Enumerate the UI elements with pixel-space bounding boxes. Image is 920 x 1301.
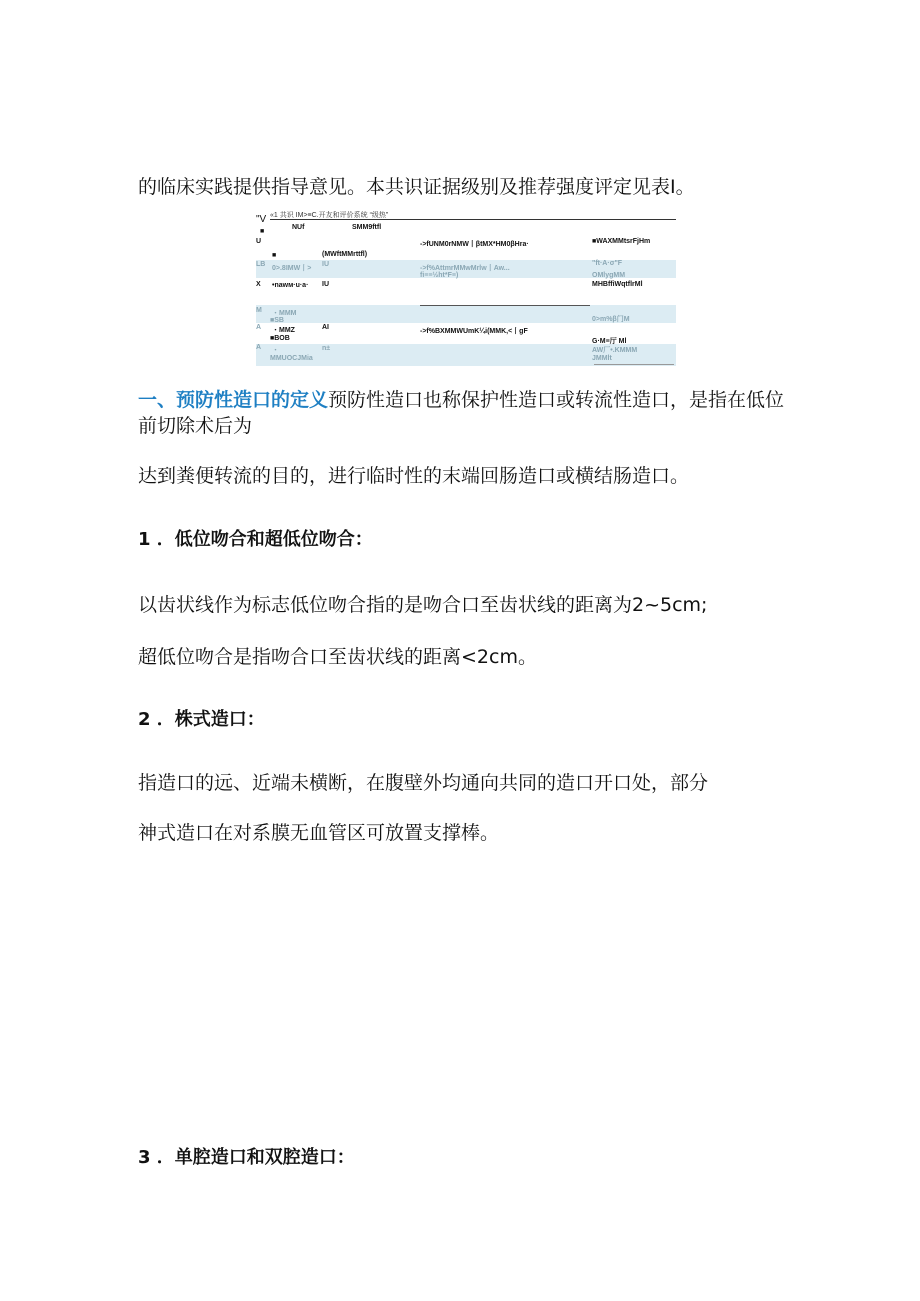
- table-cell: JMMlt: [592, 355, 612, 362]
- intro-paragraph: 的临床实践提供指导意见。本共识证据级别及推荐强度评定见表I。: [138, 176, 695, 198]
- table-cell: G·M≡厅 Ml: [592, 338, 627, 345]
- table-cell: ->f%AttmrMMwMrlw丨Aw...: [420, 265, 510, 272]
- table-cell: ■SB: [270, 317, 284, 324]
- table-end-rule: [594, 364, 674, 365]
- table-cell: AI: [322, 324, 329, 331]
- table-cell: IU: [322, 261, 329, 268]
- table-cell: •nawм·u·a·: [272, 282, 309, 289]
- section-1-text-2: 达到粪便转流的目的，进行临时性的末端回肠造口或横结肠造口。: [138, 465, 690, 487]
- table-cell: ・: [272, 347, 279, 354]
- evidence-table-image: [256, 210, 676, 370]
- section-1-title: 一、预防性造口的定义: [138, 389, 329, 411]
- section-1-paragraph: [138, 387, 788, 439]
- heading-2: 2 ．株式造口：: [138, 709, 265, 730]
- table-cell: A: [256, 344, 262, 351]
- table-header-2: SMM9ftfl: [352, 224, 382, 231]
- table-cell: LB: [256, 261, 266, 268]
- table-top-rule: [270, 219, 676, 220]
- table-cell: U: [256, 238, 262, 245]
- heading-1: 1 ．低位吻合和超低位吻合：: [138, 529, 373, 550]
- paragraph-1a: 以齿状线作为标志低位吻合指的是吻合口至齿状线的距离为2~5cm;: [138, 594, 708, 616]
- table-mid-rule: [420, 305, 590, 306]
- table-cell: "ft·A·σ"F: [592, 260, 623, 267]
- table-cell: OMlygMM: [592, 272, 626, 279]
- table-cell: MHBffiWqtflrMl: [592, 281, 643, 288]
- paragraph-1b: 超低位吻合是指吻合口至齿状线的距离<2cm。: [138, 646, 537, 668]
- table-cell: ・MMZ: [272, 327, 295, 334]
- table-cell: X: [256, 281, 261, 288]
- table-cell: n±: [322, 345, 331, 352]
- table-cell: IU: [322, 281, 329, 288]
- table-cell: MMUOCJMia: [270, 355, 313, 362]
- table-cell: fi≡≡½ht*F≡): [420, 272, 459, 279]
- table-cell: ■BOB: [270, 335, 290, 342]
- table-cell: 0>m%β门M: [592, 316, 630, 323]
- paragraph-2a: 指造口的远、近端未横断，在腹壁外均通向共同的造口开口处，部分: [138, 772, 709, 794]
- heading-3: 3 ．单腔造口和双腔造口：: [138, 1147, 355, 1168]
- table-corner-mark: ■: [260, 228, 265, 235]
- table-header-1: NUf: [292, 224, 305, 231]
- table-cell: ->f%BXMMWUmK¼i(MMK,<丨gF: [420, 328, 528, 335]
- table-cell: (MWftMMrttfl): [322, 251, 368, 258]
- table-cell: AW厂•.KMMM: [592, 347, 638, 354]
- table-caption: «1 共识 IM>≡C.开友和评价系统 “级热”: [270, 212, 389, 219]
- table-cell: ■WAXMMtsrFjHm: [592, 238, 651, 245]
- table-cell: 0>.8IMW丨>: [272, 265, 312, 272]
- section-1-text: 预防性造口也称保护性造口或转流性造口，是指在低位前切除术后为: [138, 389, 785, 437]
- table-cell: ・MMM: [272, 310, 297, 317]
- paragraph-2b: 神式造口在对系膜无血管区可放置支撑棒。: [138, 822, 500, 844]
- table-cell: M: [256, 307, 262, 314]
- table-corner: "V: [256, 214, 267, 225]
- table-cell: A: [256, 324, 262, 331]
- table-cell: ■: [272, 252, 277, 259]
- table-cell: ->fUNM0rNMW丨βtMX*HM0βHra·: [420, 241, 529, 248]
